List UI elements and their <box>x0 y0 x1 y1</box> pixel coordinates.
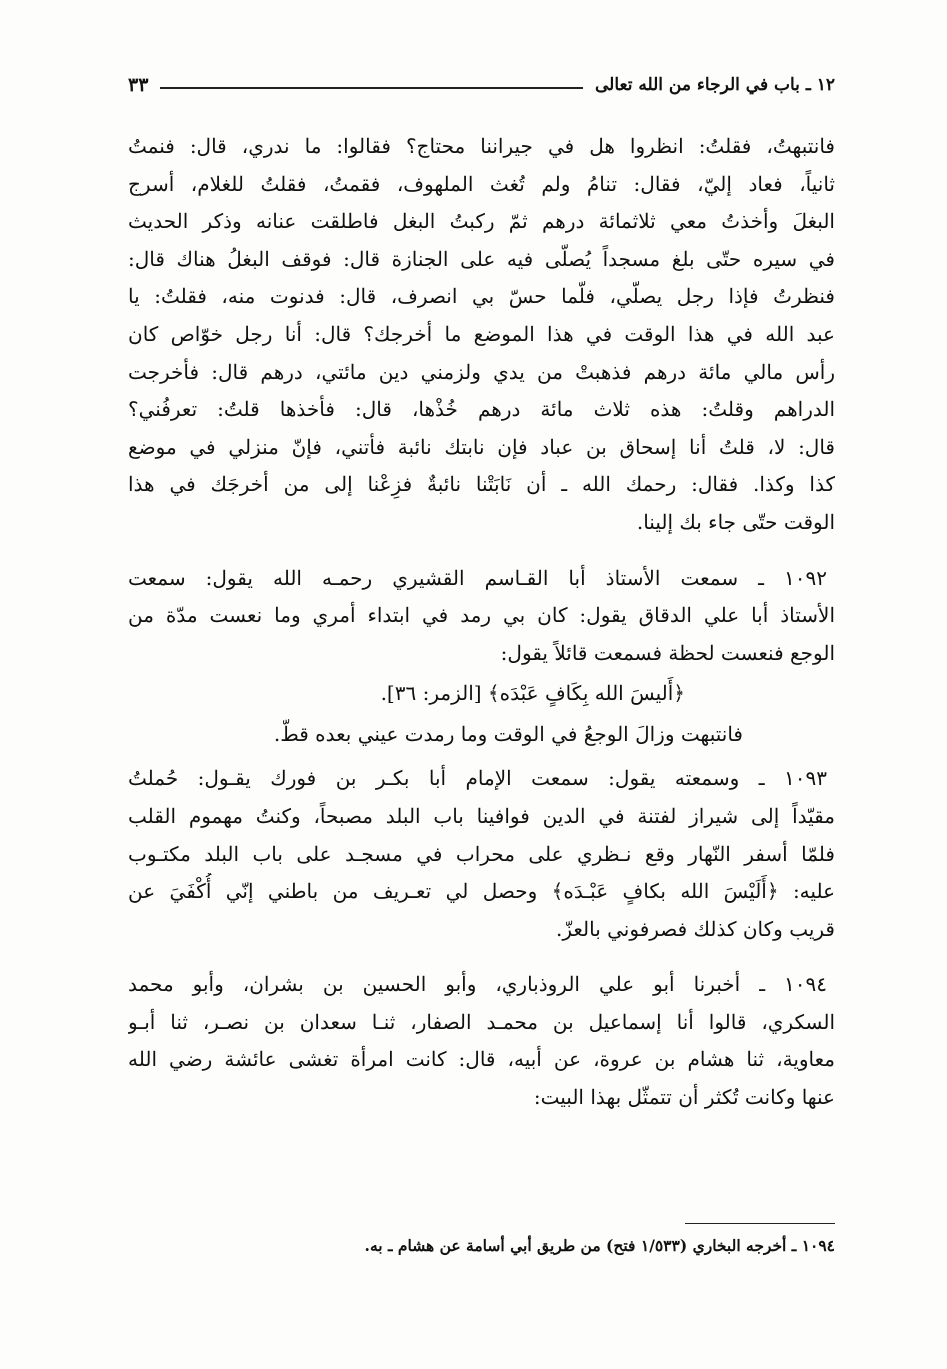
text-line: رأس مالي مائة درهم فذهبتْ من يدي ولزمني دين مائتي، درهم قال: فأخرجت <box>128 359 835 384</box>
text-line: فنظرتُ فإذا رجل يصلّي، فلّما حسّ بي انصرف، قال: فدنوت منه، فقلتُ: يا <box>128 284 835 309</box>
paragraph-gap <box>128 542 835 560</box>
text-line: كذا وكذا. فقال: رحمك الله ـ أن نَابَتْنا نائبةٌ فزِعْنا إلى من أخرجَك في هذا <box>128 472 835 497</box>
main-text <box>128 128 835 1117</box>
text-line: فانتبهتُ، فقلتُ: انظروا هل في جيراننا محتاج؟ فقالوا: ما ندري، قال: فنمتُ <box>128 134 835 158</box>
text-line: في سيره حتّى بلغ مسجداً يُصلّى فيه على الجنازة قال: فوقف البغلُ هناك قال: <box>128 246 835 271</box>
text-line: مقيّداً إلى شيراز لفتنة في الدين فوافينا باب البلد مصبحاً، وكنتُ مهموم القلب <box>128 803 835 828</box>
text-line: البغلَ وأخذتُ معي ثلاثمائة درهم ثمّ ركبتُ البغل فاطلقت عنانه وذكر الحديث <box>128 209 835 234</box>
text-line: ثانياً، فعاد إليّ، فقال: تنامُ ولم تُغث الملهوف، فقمتُ، فقلتُ للغلام، أسرج <box>128 171 835 196</box>
text-line: عليه: ﴿أَلَيْسَ الله بكافٍ عَبْـدَه﴾ وحصل لي تعـريف من باطني إنّي أُكْفَيَ عن <box>128 879 835 904</box>
text-line: معاوية، ثنا هشام بن عروة، عن أبيه، قال: كانت امرأة تغشى عائشة رضي الله <box>128 1047 835 1072</box>
paragraph-gap <box>128 948 835 966</box>
footnote-rule <box>685 1223 835 1224</box>
paragraph-2 <box>128 560 835 755</box>
text-line: الأستاذ أبا علي الدقاق يقول: كان بي رمد في ابتداء أمري وما نعست مدّة من <box>128 603 835 628</box>
text-line: الوجع فنعست لحظة فسمعت قائلاً يقول: <box>500 640 835 665</box>
page-number: ٣٣ <box>128 74 149 96</box>
running-header <box>128 70 835 100</box>
quran-quote: ﴿أَليسَ الله بِكَافٍ عَبْدَه﴾ [الزمر: ٣٦]. <box>380 681 685 706</box>
header-rule <box>160 87 583 89</box>
chapter-title: ١٢ ـ باب في الرجاء من الله تعالى <box>594 75 835 95</box>
text-line: عنها وكانت تُكثر أن تتمثّل بهذا البيت: <box>533 1085 835 1110</box>
text-line: قال: لا، قلتُ أنا إسحاق بن عباد فإن نابتك نائبة فأتني، فإنّ منزلي في موضع <box>128 434 835 459</box>
text-line: ١٠٩٣ ـ وسمعته يقول: سمعت الإمام أبا بكـر بن فورك يقـول: حُملتُ <box>128 766 827 791</box>
paragraph-4 <box>128 966 835 1116</box>
footnote: ١٠٩٤ ـ أخرجه البخاري (١/٥٣٣ فتح) من طريق أبي أسامة عن هشام ـ به. <box>364 1236 835 1255</box>
paragraph-3 <box>128 760 835 948</box>
text-line: الوقت حتّى جاء بك إلينا. <box>636 509 835 534</box>
text-line: فلمّا أسفر النّهار وقع نـظري على محراب في مسجـد على باب البلد مكتـوب <box>128 841 835 866</box>
text-line: ١٠٩٢ ـ سمعت الأستاذ أبا القـاسم القشيري رحمـه الله يقول: سمعت <box>128 565 827 590</box>
text-line: قريب وكان كذلك فصرفوني بالعزّ. <box>555 916 835 941</box>
text-line: الدراهم وقلتُ: هذه ثلاث مائة درهم خُذْها، قال: فأخذها قلتُ: تعرفُني؟ <box>128 397 835 422</box>
text-line: السكري، قالوا أنا إسماعيل بن محمـد الصفار، ثنـا سعدان بن نصـر، ثنا أبـو <box>128 1009 835 1034</box>
text-line: فانتبهت وزالَ الوجعُ في الوقت وما رمدت عيني بعده قطّ. <box>273 722 743 747</box>
text-line: عبد الله في هذا الوقت في هذا الموضع ما أخرجك؟ قال: أنا رجل خوّاص كان <box>128 321 835 346</box>
text-line: ١٠٩٤ ـ أخبرنا أبو علي الروذباري، وأبو الحسين بن بشران، وأبو محمد <box>128 972 827 997</box>
paragraph-1 <box>128 128 835 542</box>
